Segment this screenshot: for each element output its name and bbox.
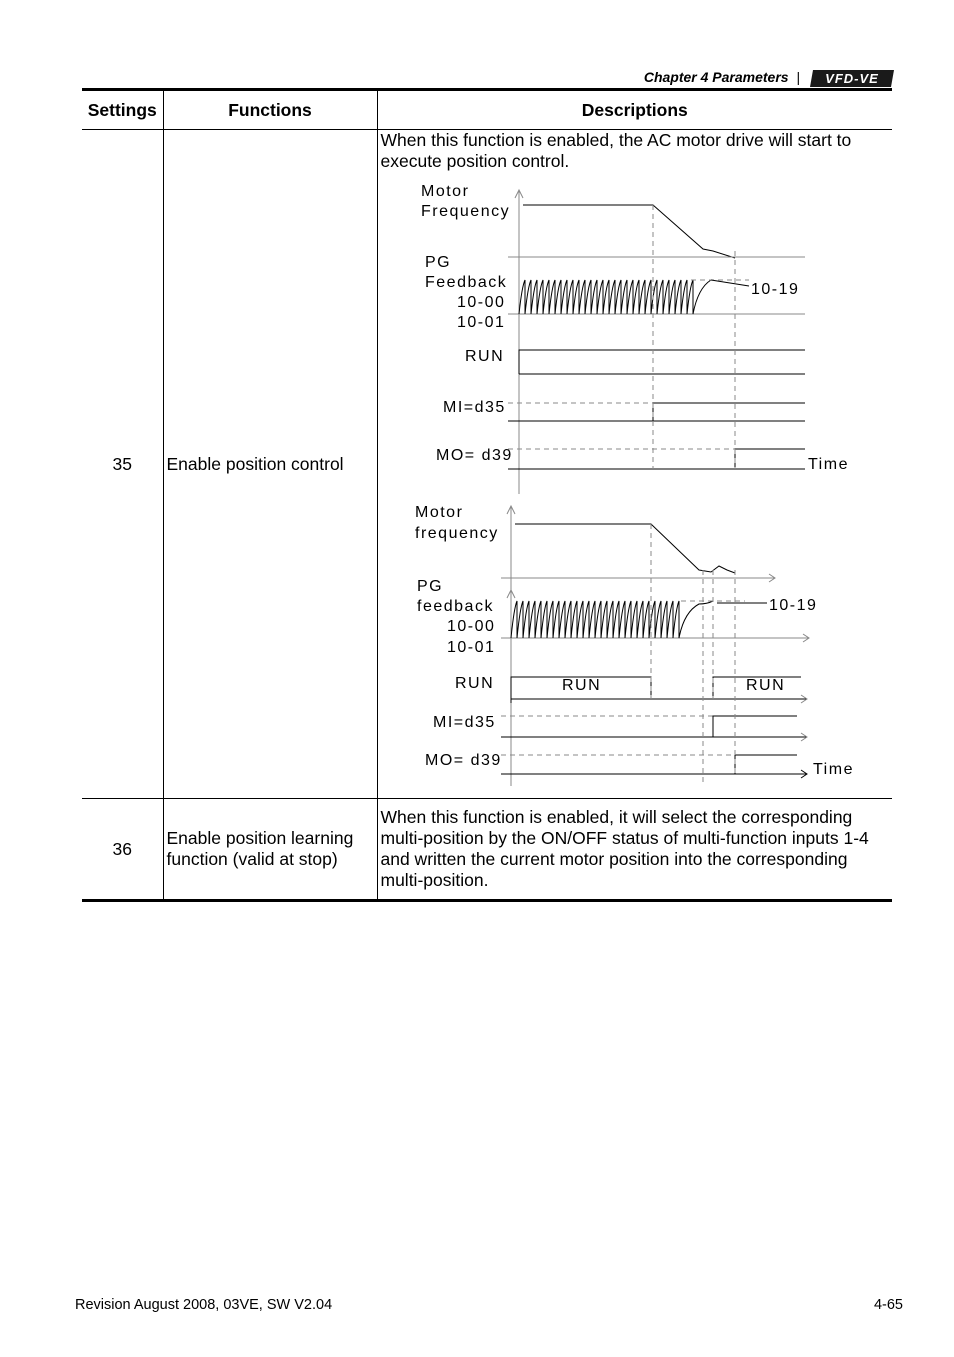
setting-cell: 35 [82,130,163,799]
footer-page-number: 4-65 [873,1297,903,1313]
d1-pg-label-1: PG [424,254,451,271]
description-cell: When this function is enabled, it will select the corresponding multi-position by the ON/OFF status of multi-function inputs 1-4 and written the current motor position into the corresponding multi-position. [377,799,892,901]
d1-motor-label-2: Frequency [420,203,510,220]
d1-run-label: RUN [464,348,504,365]
d1-mo-label: MO= d39 [435,447,513,464]
description-cell [377,130,892,799]
position-control-timing-diagram [381,176,861,798]
d1-mi-label: MI=d35 [442,399,506,416]
d2-param-1019-label: 10-19 [768,597,817,614]
setting-cell: 36 [82,799,163,901]
d1-pg-label-4: 10-01 [456,314,505,331]
function-cell: Enable position learning function (valid at stop) [163,799,377,901]
logo-text: VFD-VE [825,70,879,86]
header-separator: | [796,69,801,85]
d2-time-label: Time [812,761,854,778]
parameter-table [82,88,892,902]
d2-mo-label: MO= d39 [424,752,502,769]
d2-run-pulse-1-label: RUN [561,677,601,694]
d1-motor-label-1: Motor [420,183,469,200]
d2-run-pulse-2-label: RUN [745,677,785,694]
d2-pg-label-1: PG [416,578,443,595]
column-header-descriptions: Descriptions [377,90,892,130]
column-header-settings: Settings [82,90,163,130]
d1-param-1019-label: 10-19 [750,281,799,298]
function-cell: Enable position control [163,130,377,799]
d2-mi-label: MI=d35 [432,714,496,731]
table-header-row [82,90,892,130]
timing-diagrams [381,176,861,798]
d2-pg-label-3: 10-00 [446,618,495,635]
d1-pg-label-3: 10-00 [456,294,505,311]
chapter-title: Chapter 4 Parameters [643,69,789,85]
d2-run-label: RUN [454,675,494,692]
description-text: When this function is enabled, the AC motor drive will start to execute position control. [380,130,852,171]
d2-motor-label-1: Motor [414,504,463,521]
vfd-ve-logo [810,70,894,87]
page-header [644,69,894,87]
column-header-functions: Functions [163,90,377,130]
d2-pg-label-4: 10-01 [446,639,495,656]
d1-time-label: Time [807,456,849,473]
table-row [82,799,892,901]
table-row [82,130,892,799]
d1-pg-label-2: Feedback [424,274,507,291]
d2-pg-label-2: feedback [416,598,494,615]
footer-revision: Revision August 2008, 03VE, SW V2.04 [75,1297,333,1313]
d2-motor-label-2: frequency [414,525,499,542]
